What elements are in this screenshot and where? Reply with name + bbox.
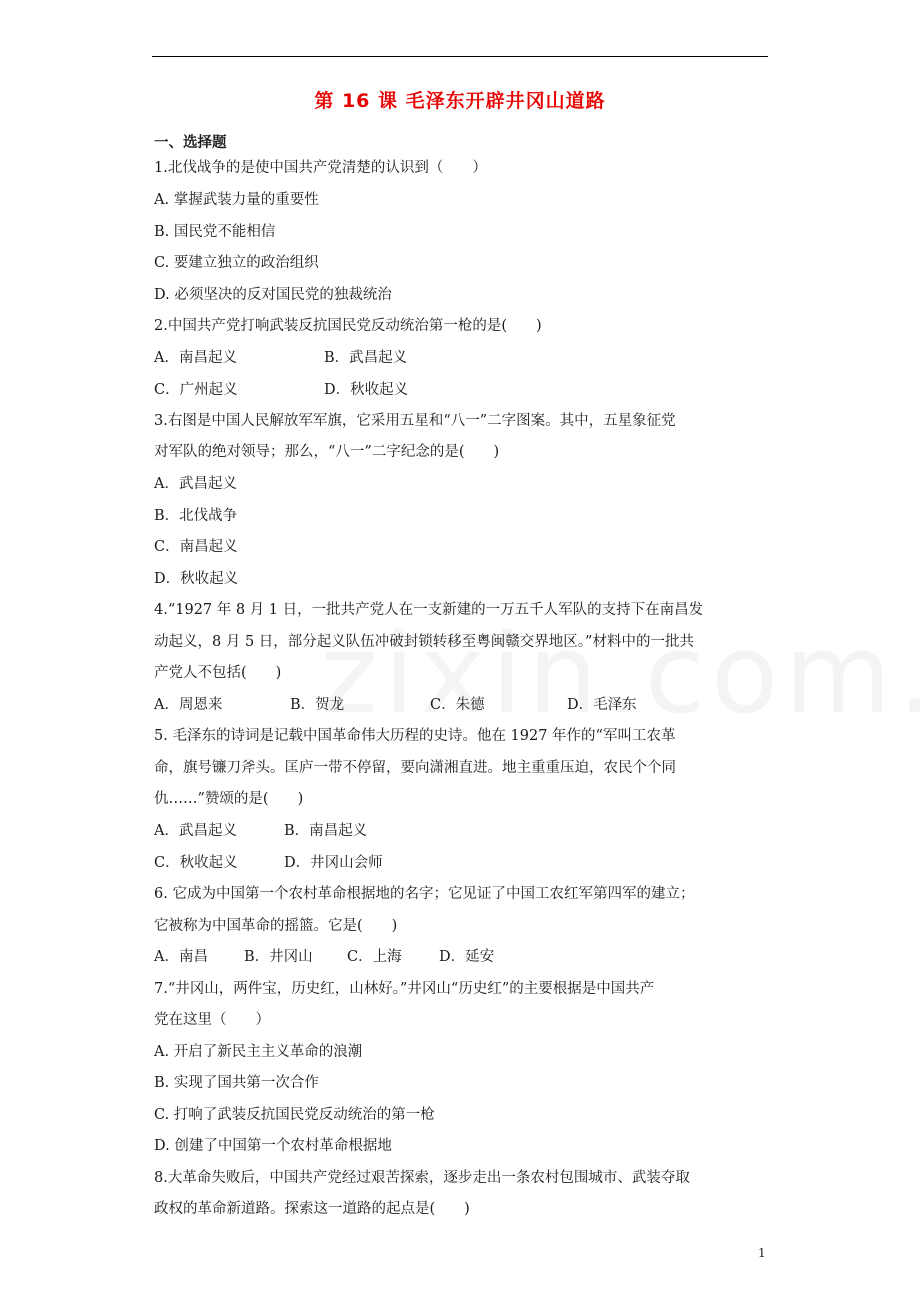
question-4-option-b: B．贺龙 (290, 697, 345, 713)
question-4-stem-line-3: 产党人不包括( ) (154, 665, 282, 681)
question-7-option-c: C. 打响了武装反抗国民党反动统治的第一枪 (154, 1107, 435, 1123)
question-2-option-b: B．武昌起义 (324, 350, 408, 366)
question-2-option-a: A．南昌起义 (154, 350, 237, 366)
question-5-stem-line-1: 5. 毛泽东的诗词是记载中国革命伟大历程的史诗。他在 1927 年作的“军叫工农革 (154, 728, 676, 744)
question-6-option-d: D．延安 (439, 949, 495, 965)
question-3-option-c: C．南昌起义 (154, 539, 238, 555)
question-7-option-d: D. 创建了中国第一个农村革命根据地 (154, 1138, 392, 1154)
question-1-option-d: D. 必须坚决的反对国民党的独裁统治 (154, 287, 392, 303)
question-8-stem-line-1: 8.大革命失败后，中国共产党经过艰苦探索，逐步走出一条农村包围城市、武装夺取 (154, 1170, 690, 1186)
question-6-option-a: A．南昌 (154, 949, 208, 965)
question-6-stem-line-1: 6. 它成为中国第一个农村革命根据地的名字；它见证了中国工农红军第四军的建立； (154, 886, 695, 902)
question-6-option-c: C．上海 (347, 949, 402, 965)
question-3-option-b: B．北伐战争 (154, 508, 238, 524)
question-8-stem-line-2: 政权的革命新道路。探索这一道路的起点是( ) (154, 1201, 470, 1217)
question-3-stem-line-1: 3.右图是中国人民解放军军旗，它采用五星和“八一”二字图案。其中，五星象征党 (154, 413, 676, 429)
question-2-stem: 2.中国共产党打响武装反抗国民党反动统治第一枪的是( ) (154, 318, 542, 334)
question-1-option-b: B. 国民党不能相信 (154, 224, 276, 240)
section-heading: 一、选择题 (154, 135, 227, 151)
question-5-stem-line-2: 命，旗号镰刀斧头。匡庐一带不停留，要向潇湘直进。地主重重压迫，农民个个同 (154, 760, 676, 776)
question-5-option-d: D．井冈山会师 (284, 855, 383, 871)
question-6-stem-line-2: 它被称为中国革命的摇篮。它是( ) (154, 918, 398, 934)
question-4-option-d: D．毛泽东 (567, 697, 637, 713)
question-4-option-a: A．周恩来 (154, 697, 223, 713)
question-5-option-c: C．秋收起义 (154, 855, 238, 871)
question-3-option-d: D．秋收起义 (154, 571, 239, 587)
question-3-option-a: A．武昌起义 (154, 476, 237, 492)
header-rule (152, 56, 768, 57)
page-number: 1 (758, 1246, 766, 1260)
question-4-stem-line-1: 4.“1927 年 8 月 1 日，一批共产党人在一支新建的一万五千人军队的支持下在南昌发 (154, 602, 704, 618)
page-title: 第 16 课 毛泽东开辟井冈山道路 (314, 90, 606, 112)
question-6-option-b: B．井冈山 (244, 949, 313, 965)
question-7-stem-line-2: 党在这里（ ） (154, 1012, 270, 1028)
question-1-option-c: C. 要建立独立的政治组织 (154, 255, 319, 271)
question-4-option-c: C．朱德 (430, 697, 485, 713)
question-2-option-c: C．广州起义 (154, 382, 238, 398)
question-5-stem-line-3: 仇……”赞颂的是( ) (154, 791, 304, 807)
question-7-option-a: A. 开启了新民主主义革命的浪潮 (154, 1044, 363, 1060)
question-1-option-a: A. 掌握武装力量的重要性 (154, 192, 319, 208)
question-7-option-b: B. 实现了国共第一次合作 (154, 1075, 319, 1091)
watermark (320, 610, 920, 738)
question-7-stem-line-1: 7.“井冈山，两件宝，历史红，山林好。”井冈山“历史红”的主要根据是中国共产 (154, 981, 655, 997)
question-2-option-d: D．秋收起义 (324, 382, 409, 398)
question-4-stem-line-2: 动起义，8 月 5 日，部分起义队伍冲破封锁转移至粤闽赣交界地区。”材料中的一批共 (154, 634, 694, 650)
question-1-stem: 1.北伐战争的是使中国共产党清楚的认识到（ ） (154, 160, 487, 176)
question-5-option-b: B．南昌起义 (284, 823, 368, 839)
question-5-option-a: A．武昌起义 (154, 823, 237, 839)
question-3-stem-line-2: 对军队的绝对领导；那么，“八一”二字纪念的是( ) (154, 444, 500, 460)
